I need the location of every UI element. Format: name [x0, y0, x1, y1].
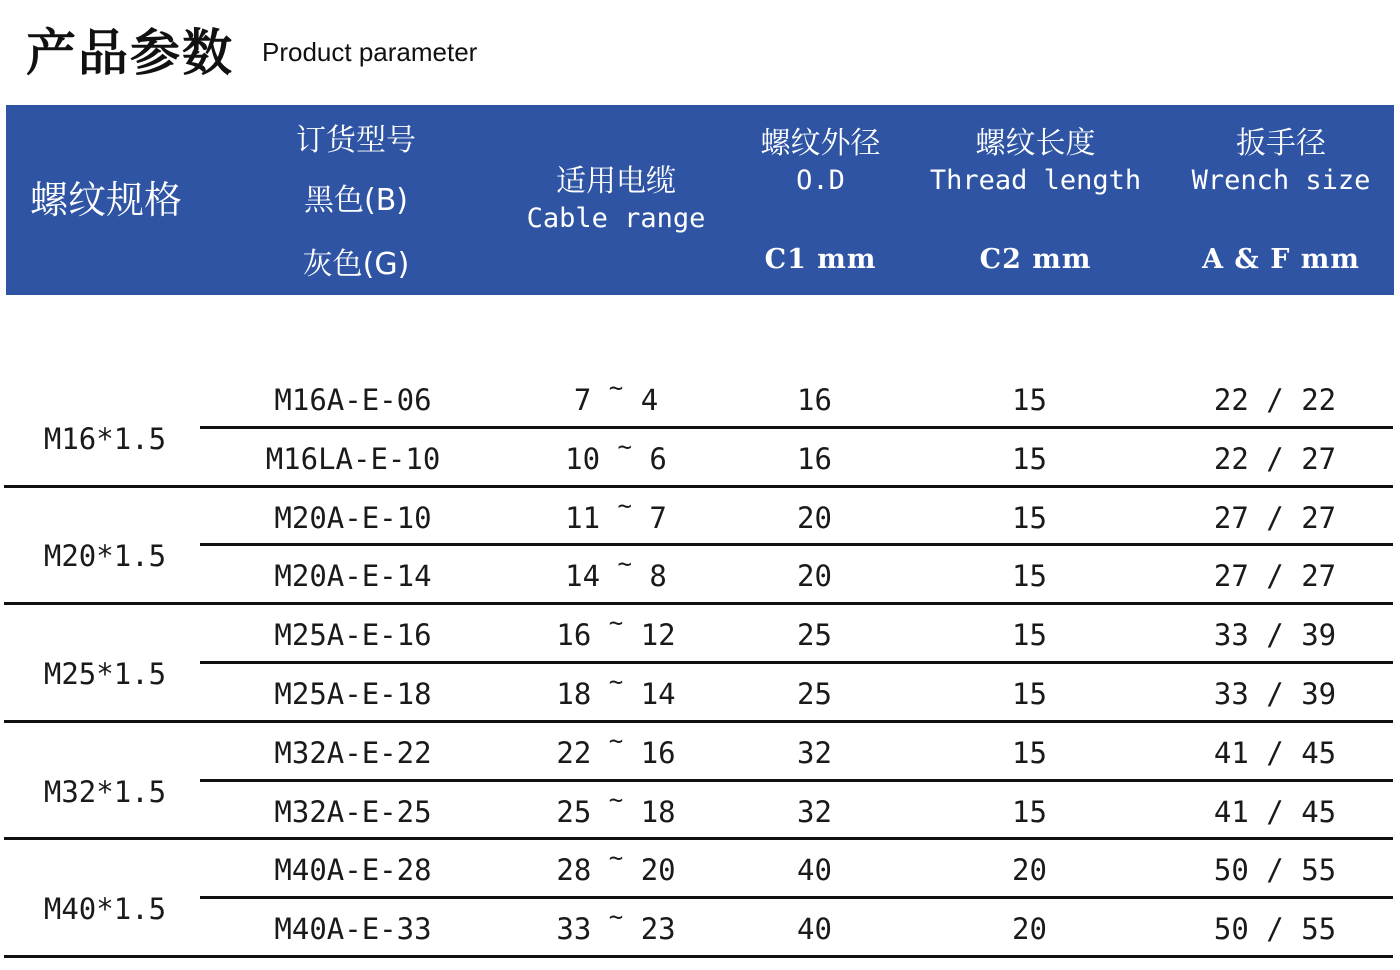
thread-spec-cell: M40*1.5: [43, 892, 167, 927]
order-model-cell: M25A-E-18: [274, 677, 432, 711]
header-thread-spec-label: 螺纹规格: [29, 178, 182, 222]
page-title: [26, 14, 477, 84]
thread-length-cell: 15: [1012, 441, 1047, 476]
outer-diameter-cell: 25: [797, 618, 832, 653]
header-model-grey: 灰色(G): [302, 247, 410, 282]
header-length-cn: 螺纹长度: [975, 126, 1096, 161]
cable-min: 33: [556, 912, 592, 947]
wrench-size-cell: 22 / 27: [1213, 441, 1337, 476]
thread-spec-cell: M16*1.5: [43, 421, 167, 456]
thread-length-cell: 15: [1012, 559, 1047, 594]
cable-range-cell: [505, 432, 727, 476]
header-thread-length: [923, 105, 1148, 295]
header-model-black: 黑色(B): [304, 183, 408, 218]
cable-range-cell: [505, 668, 727, 711]
thread-spec-cell: M20*1.5: [43, 539, 167, 574]
cable-range-cell: [505, 726, 727, 770]
group-divider: [4, 955, 1393, 958]
range-tilde: ~: [608, 903, 624, 932]
range-tilde: ~: [608, 726, 624, 755]
order-model-cell: M20A-E-10: [274, 500, 432, 535]
cable-range-cell: [505, 374, 727, 417]
outer-diameter-cell: 16: [797, 441, 832, 476]
order-model-cell: M40A-E-28: [274, 853, 432, 888]
thread-length-cell: 20: [1012, 853, 1047, 888]
header-outer-diameter: [718, 105, 923, 295]
cable-max: 12: [640, 618, 676, 653]
outer-diameter-cell: 32: [797, 735, 832, 770]
header-od-cn: 螺纹外径: [760, 126, 881, 161]
cable-max: 8: [649, 559, 667, 594]
cable-min: 16: [556, 618, 592, 653]
wrench-size-cell: 33 / 39: [1213, 618, 1337, 653]
header-length-en: Thread length: [929, 165, 1142, 196]
range-tilde: ~: [608, 668, 624, 696]
order-model-cell: M32A-E-25: [274, 794, 432, 829]
cable-min: 7: [573, 383, 592, 417]
row-divider: [200, 896, 1393, 899]
wrench-size-cell: 50 / 55: [1213, 853, 1337, 888]
cable-min: 28: [556, 853, 592, 888]
wrench-size-cell: 41 / 45: [1213, 794, 1337, 829]
header-cable-range: [506, 105, 726, 295]
thread-length-cell: 15: [1012, 677, 1047, 711]
row-divider: [200, 779, 1393, 782]
title-english: Product parameter: [262, 36, 478, 67]
cable-max: 18: [640, 794, 676, 829]
range-tilde: ~: [608, 374, 624, 402]
cable-max: 6: [649, 441, 667, 476]
cable-min: 11: [565, 500, 601, 535]
order-model-cell: M20A-E-14: [274, 559, 432, 594]
group-divider: [4, 837, 1393, 840]
group-divider: [4, 485, 1393, 488]
header-cable-en: Cable range: [526, 203, 706, 234]
outer-diameter-cell: 40: [797, 853, 832, 888]
header-length-unit: C2 mm: [979, 244, 1092, 275]
range-tilde: ~: [617, 491, 632, 520]
cable-max: 7: [649, 500, 667, 535]
header-wrench-cn: 扳手径: [1236, 126, 1326, 161]
table-header: [6, 105, 1394, 295]
outer-diameter-cell: 16: [797, 383, 832, 417]
cable-max: 20: [640, 853, 676, 888]
cable-range-cell: [505, 785, 727, 829]
header-cable-cn: 适用电缆: [556, 164, 676, 199]
order-model-cell: M40A-E-33: [274, 912, 432, 947]
thread-spec-cell: M25*1.5: [43, 657, 167, 691]
outer-diameter-cell: 20: [797, 500, 832, 535]
cable-min: 14: [565, 559, 601, 594]
cable-max: 4: [640, 383, 659, 417]
wrench-size-cell: 50 / 55: [1213, 912, 1337, 947]
range-tilde: ~: [617, 432, 632, 461]
group-divider: [4, 602, 1393, 605]
wrench-size-cell: 33 / 39: [1213, 677, 1337, 711]
thread-length-cell: 15: [1012, 735, 1047, 770]
header-wrench-en: Wrench size: [1191, 165, 1371, 196]
cable-min: 10: [565, 441, 601, 476]
wrench-size-cell: 27 / 27: [1213, 559, 1337, 594]
cable-max: 14: [640, 677, 676, 711]
outer-diameter-cell: 40: [797, 912, 832, 947]
cable-range-cell: [505, 903, 727, 947]
cable-range-cell: [505, 491, 727, 535]
order-model-cell: M16A-E-06: [274, 383, 432, 417]
wrench-size-cell: 27 / 27: [1213, 500, 1337, 535]
group-divider: [4, 720, 1393, 723]
cable-min: 18: [556, 677, 592, 711]
cable-range-cell: [505, 844, 727, 888]
wrench-size-cell: 22 / 22: [1213, 383, 1337, 417]
header-wrench-size: [1161, 105, 1400, 295]
cable-min: 25: [556, 794, 592, 829]
range-tilde: ~: [608, 844, 624, 873]
cable-min: 22: [556, 735, 592, 770]
outer-diameter-cell: 32: [797, 794, 832, 829]
order-model-cell: M25A-E-16: [274, 618, 432, 653]
thread-length-cell: 20: [1012, 912, 1047, 947]
range-tilde: ~: [617, 550, 632, 579]
row-divider: [200, 426, 1393, 429]
row-divider: [200, 543, 1393, 546]
order-model-cell: M16LA-E-10: [265, 441, 441, 476]
thread-length-cell: 15: [1012, 383, 1047, 417]
header-order-model: [206, 105, 506, 295]
header-od-en: O.D: [796, 165, 845, 196]
outer-diameter-cell: 20: [797, 559, 832, 594]
cable-max: 23: [640, 912, 676, 947]
range-tilde: ~: [608, 609, 624, 638]
thread-length-cell: 15: [1012, 794, 1047, 829]
cable-max: 16: [640, 735, 676, 770]
range-tilde: ~: [608, 785, 624, 814]
cable-range-cell: [505, 550, 727, 594]
cable-range-cell: [505, 609, 727, 653]
thread-spec-cell: M32*1.5: [43, 774, 167, 809]
outer-diameter-cell: 25: [797, 677, 832, 711]
header-wrench-unit: A & F mm: [1202, 244, 1360, 275]
wrench-size-cell: 41 / 45: [1213, 735, 1337, 770]
header-od-unit: C1 mm: [764, 244, 877, 275]
header-thread-spec: [6, 105, 206, 295]
row-divider: [200, 661, 1393, 664]
thread-length-cell: 15: [1012, 618, 1047, 653]
header-model-label: 订货型号: [296, 123, 416, 158]
title-chinese: 产品参数: [26, 24, 234, 82]
thread-length-cell: 15: [1012, 500, 1047, 535]
order-model-cell: M32A-E-22: [274, 735, 432, 770]
